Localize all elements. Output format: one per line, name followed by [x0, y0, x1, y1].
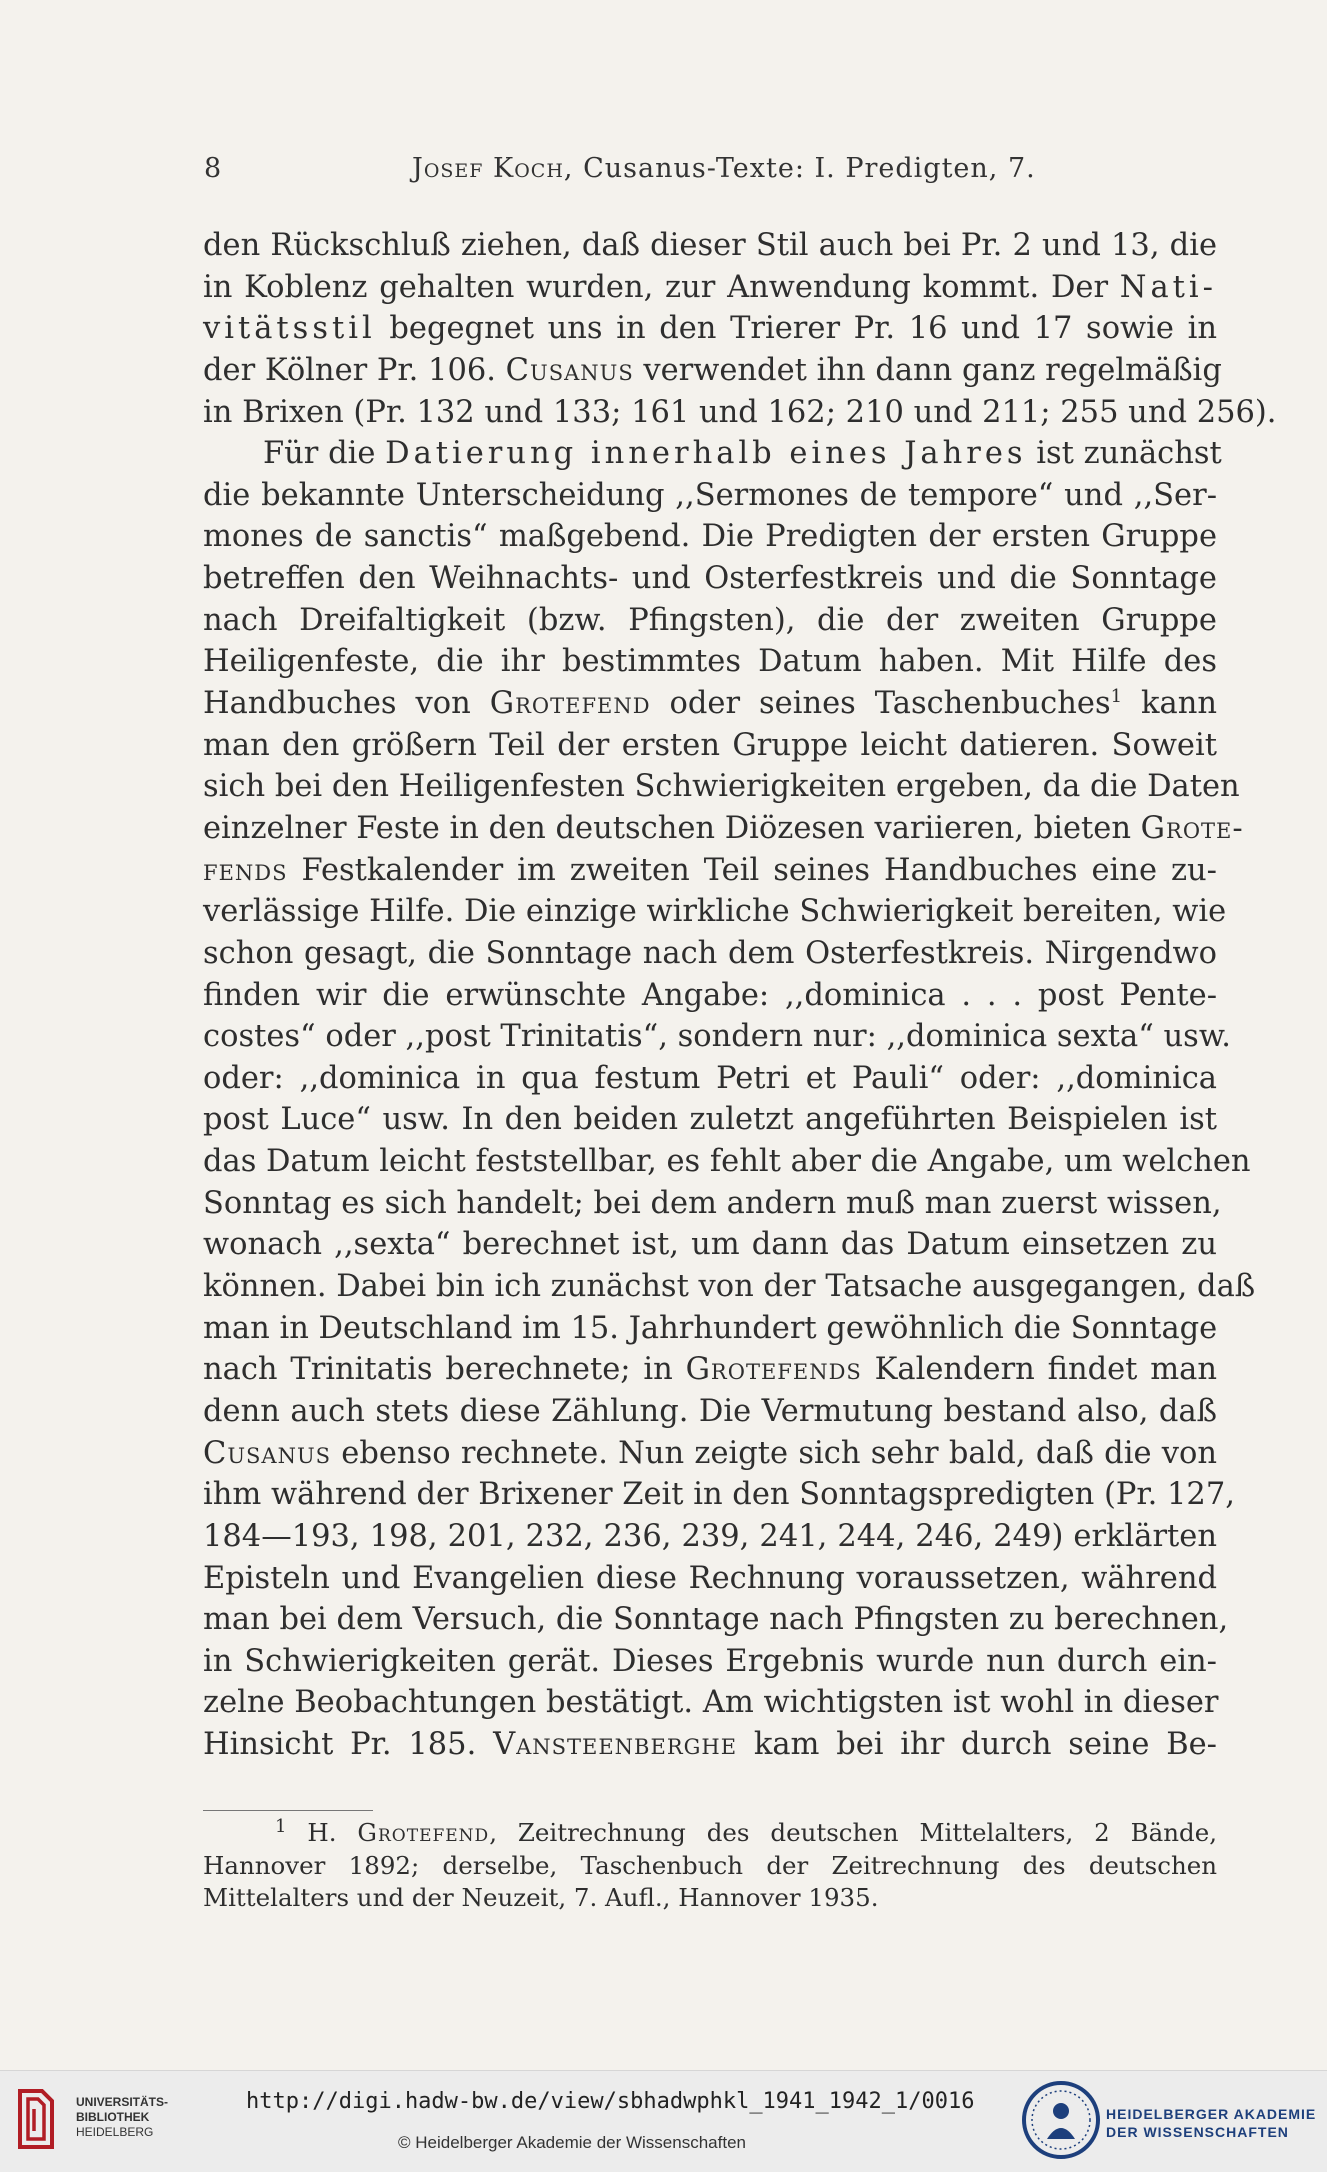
- text-line: 184—193, 198, 201, 232, 236, 239, 241, 244, 246, 249) erklärten: [203, 1518, 1217, 1554]
- author-name: Cusanus: [203, 1435, 332, 1471]
- text-line: man bei dem Versuch, die Sonntage nach Pfingsten zu berechnen,: [203, 1602, 1229, 1638]
- text-line: post Luce“ usw. In den beiden zuletzt angeführten Beispielen ist: [203, 1102, 1217, 1138]
- author-name: Grotefend: [357, 1818, 490, 1847]
- text-line: in Schwierigkeiten gerät. Dieses Ergebnis wurde nun durch ein-: [203, 1643, 1217, 1679]
- copyright-notice: © Heidelberger Akademie der Wissenschaften: [398, 2133, 746, 2152]
- text-line: Sonntag es sich handelt; bei dem andern muß man zuerst wissen,: [203, 1185, 1222, 1221]
- footnote-number: 1: [275, 1815, 287, 1837]
- text-line: Für die Datierung innerhalb eines Jahres ist zunächst: [263, 436, 1222, 472]
- footnote-divider: [203, 1810, 373, 1811]
- text-line: man den größern Teil der ersten Gruppe leicht datieren. Soweit: [203, 727, 1217, 763]
- author-name: Grotefends: [685, 1352, 862, 1388]
- text-line: man in Deutschland im 15. Jahrhundert gewöhnlich die Sonntage: [203, 1310, 1218, 1346]
- text-line: costes“ oder ,,post Trinitatis“, sondern nur: ,,dominica sexta“ usw.: [203, 1019, 1232, 1055]
- text-line: betreffen den Weihnachts- und Osterfestkreis und die Sonntage: [203, 561, 1217, 597]
- page-number: 8: [204, 153, 223, 184]
- text-line: finden wir die erwünschte Angabe: ,,dominica . . . post Pente-: [203, 977, 1217, 1013]
- text-line: ihm während der Brixener Zeit in den Sonntagspredigten (Pr. 127,: [203, 1477, 1235, 1513]
- author-name: Cusanus: [505, 352, 634, 388]
- text-line: zelne Beobachtungen bestätigt. Am wichtigsten ist wohl in dieser: [203, 1685, 1219, 1721]
- text-line: wonach ,,sexta“ berechnet ist, um dann das Datum einsetzen zu: [203, 1227, 1217, 1263]
- text-line: einzelner Feste in den deutschen Diözesen variieren, bieten Grote-: [203, 810, 1244, 846]
- text-line: den Rückschluß ziehen, daß dieser Stil auch bei Pr. 2 und 13, die: [203, 228, 1217, 263]
- text-line: verlässige Hilfe. Die einzige wirkliche Schwierigkeit bereiten, wie: [203, 894, 1227, 930]
- text-line: der Kölner Pr. 106. Cusanus verwendet ihn dann ganz regelmäßig: [203, 352, 1222, 388]
- text-line: Heiligenfeste, die ihr bestimmtes Datum haben. Mit Hilfe des: [203, 644, 1217, 680]
- text-line: fends Festkalender im zweiten Teil seines Handbuches eine zu-: [203, 852, 1217, 888]
- text-line: Hinsicht Pr. 185. Vansteenberghe kam bei ihr durch seine Be-: [203, 1727, 1217, 1763]
- text-line: das Datum leicht feststellbar, es fehlt aber die Angabe, um welchen: [203, 1144, 1251, 1180]
- text-line: denn auch stets diese Zählung. Die Vermutung bestand also, daß: [203, 1393, 1217, 1429]
- text-line: Cusanus ebenso rechnete. Nun zeigte sich sehr bald, daß die von: [203, 1435, 1217, 1471]
- library-logo-icon: [12, 2085, 64, 2153]
- permalink-url[interactable]: http://digi.hadw-bw.de/view/sbhadwphkl_1941_1942_1/0016: [246, 2089, 975, 2114]
- author-name: fends: [203, 852, 288, 888]
- header-author: Josef Koch: [412, 153, 564, 184]
- footnote-line: Mittelalters und der Neuzeit, 7. Aufl., Hannover 1935.: [203, 1883, 879, 1912]
- text-line: in Koblenz gehalten wurden, zur Anwendung kommt. Der Nati-: [203, 269, 1217, 305]
- text-line: Episteln und Evangelien diese Rechnung voraussetzen, während: [203, 1560, 1217, 1596]
- header-title-text: , Cusanus-Texte: I. Predigten, 7.: [563, 153, 1036, 184]
- academy-seal-icon: [1020, 2079, 1102, 2161]
- header-title: [412, 153, 1036, 184]
- viewer-footer: [0, 2070, 1327, 2172]
- academy-logo[interactable]: [1020, 2079, 1320, 2165]
- library-logo-text: UNIVERSITÄTS- BIBLIOTHEK HEIDELBERG: [76, 2095, 169, 2139]
- author-name: Grote-: [1140, 810, 1244, 846]
- body-text: [203, 225, 1277, 1766]
- text-line: in Brixen (Pr. 132 und 133; 161 und 162; 210 und 211; 255 und 256).: [203, 394, 1277, 430]
- text-line: Handbuches von Grotefend oder seines Taschenbuches$^1$ kann: [203, 685, 1217, 722]
- text-line: schon gesagt, die Sonntage nach dem Osterfestkreis. Nirgendwo: [203, 935, 1217, 971]
- text-line: sich bei den Heiligenfesten Schwierigkeiten ergeben, da die Daten: [203, 769, 1240, 805]
- text-line: nach Trinitatis berechnete; in Grotefends Kalendern findet man: [203, 1352, 1217, 1388]
- text-line: oder: ,,dominica in qua festum Petri et Pauli“ oder: ,,dominica: [203, 1060, 1217, 1096]
- footnote-line: $^1$ H. Grotefend, Zeitrechnung des deutschen Mittelalters, 2 Bände,: [275, 1815, 1218, 1847]
- text-line: mones de sanctis“ maßgebend. Die Predigten der ersten Gruppe: [203, 519, 1217, 555]
- author-name: Grotefend: [489, 686, 651, 722]
- footnote-marker: 1: [1110, 685, 1123, 707]
- text-line: die bekannte Unterscheidung ,,Sermones de tempore“ und ,,Ser-: [203, 477, 1217, 513]
- text-line: können. Dabei bin ich zunächst von der Tatsache ausgegangen, daß: [203, 1269, 1256, 1305]
- author-name: Vansteenberghe: [493, 1727, 738, 1763]
- university-library-logo[interactable]: [12, 2081, 182, 2161]
- text-line: vitätsstil begegnet uns in den Trierer Pr. 16 und 17 sowie in: [203, 311, 1217, 347]
- footnote-line: Hannover 1892; derselbe, Taschenbuch der Zeitrechnung des deutschen: [203, 1850, 1217, 1880]
- running-header: [204, 153, 1084, 193]
- academy-logo-text: HEIDELBERGER AKADEMIE DER WISSENSCHAFTEN: [1106, 2106, 1317, 2140]
- text-line: nach Dreifaltigkeit (bzw. Pfingsten), die der zweiten Gruppe: [203, 602, 1217, 638]
- footnotes: [203, 1817, 1217, 1915]
